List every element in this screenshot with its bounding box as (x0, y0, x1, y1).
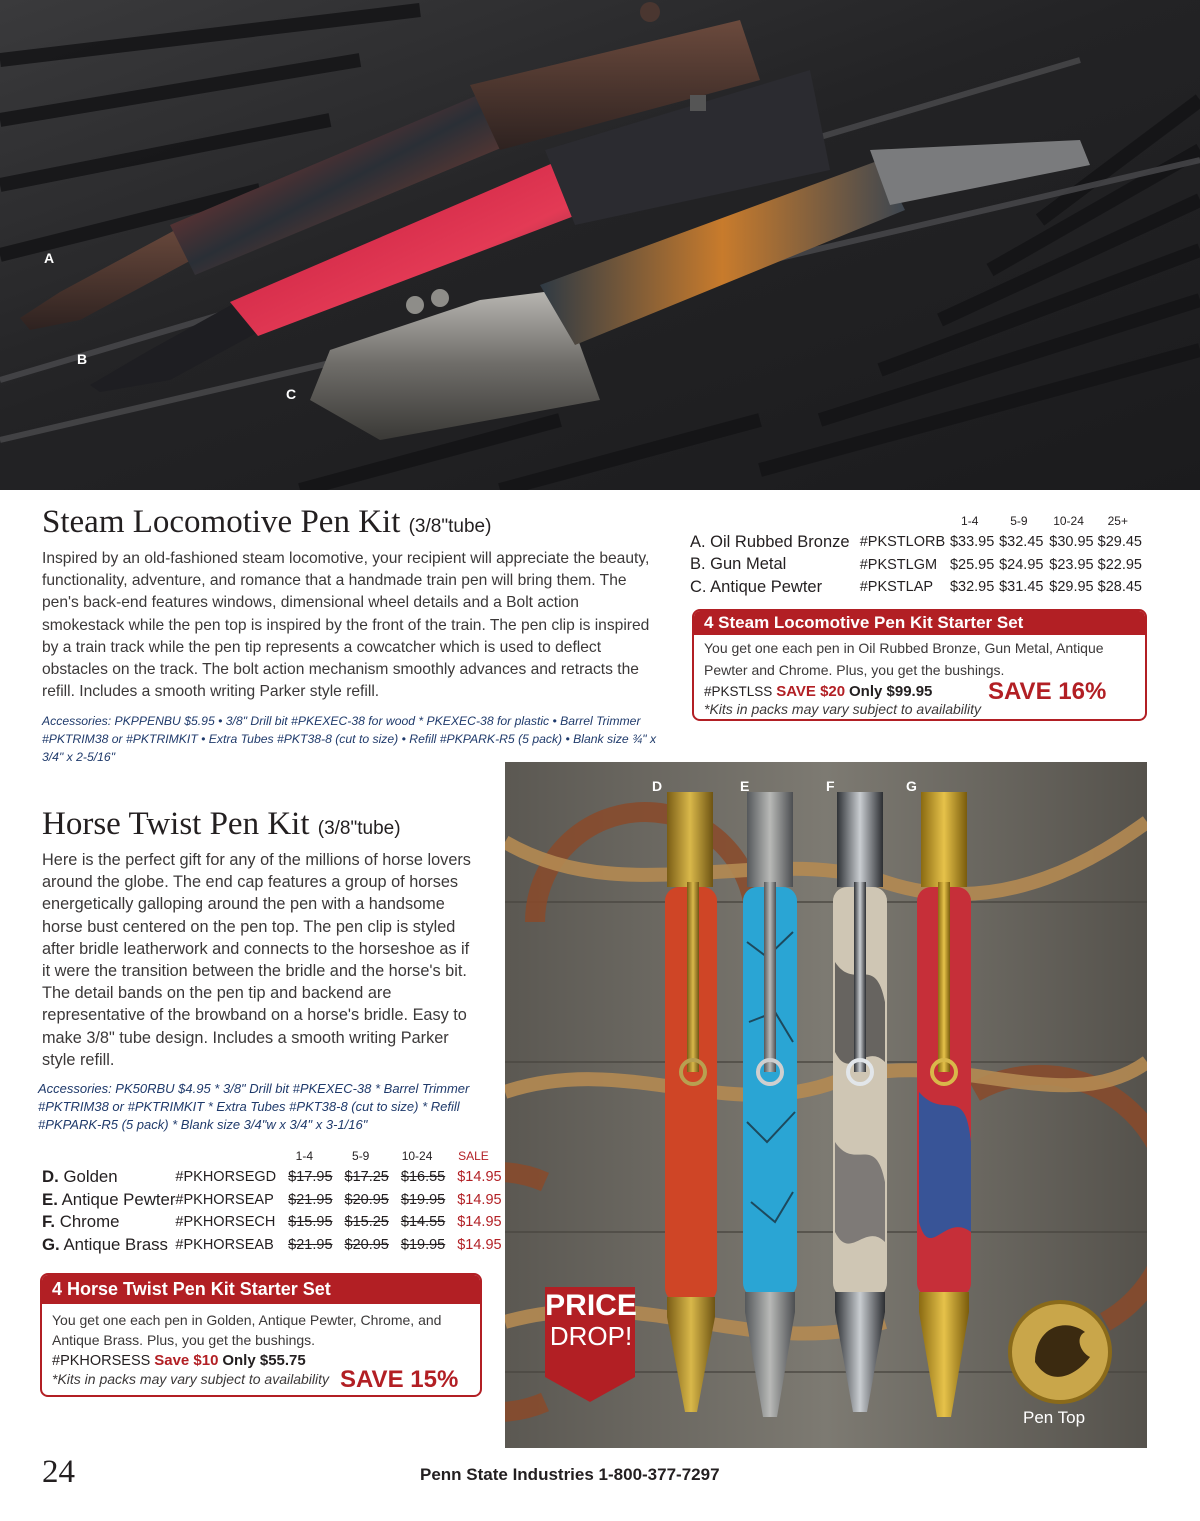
horse-set-header: 4 Horse Twist Pen Kit Starter Set (42, 1275, 480, 1304)
old-price: $17.95 (288, 1169, 333, 1186)
finish-name: A. Oil Rubbed Bronze (690, 532, 850, 551)
horse-set-save: Save $10 (154, 1352, 219, 1369)
finish-name: B. Gun Metal (690, 555, 787, 574)
callout-a: A (44, 250, 55, 266)
sale-price: $14.95 (457, 1237, 502, 1254)
steam-price-table (690, 511, 1142, 599)
sale-price: $14.95 (457, 1214, 502, 1231)
finish-label: Golden (63, 1167, 118, 1187)
steam-save-percent: SAVE 16% (988, 678, 1107, 705)
company-footer: Penn State Industries 1-800-377-7297 (420, 1465, 720, 1484)
table-row (690, 531, 1142, 554)
finish-name (42, 1211, 175, 1234)
steam-set-code: #PKSTLSS (704, 684, 773, 699)
steam-title-text: Steam Locomotive Pen Kit (42, 504, 401, 540)
item-code: #PKHORSEGD (175, 1169, 277, 1186)
price-drop-line2: DROP! (549, 1321, 633, 1351)
horse-description: Here is the perfect gift for any of the millions of horse lovers around the globe. The end cap features a group of horses energetically galloping around the pen with a handsome horse bust centered on the pen top. The pen clip is styled after bridle leatherwork and connects to the horseshoe as if it were the transition between the bridle and the horse's bit. The detail bands on the pen tip and backend are representative of the browband on a horse's bridle. Easy to make 3/8" tube design. Includes a smooth writing Parker style refill. (42, 851, 471, 1069)
finish-name (42, 1234, 175, 1257)
item-letter: D. (42, 1167, 59, 1187)
callout-b: B (77, 351, 88, 367)
item-code: #PKSTLORB (859, 534, 946, 551)
horse-accessories: Accessories: PK50RBU $4.95 * 3/8" Drill bit #PKEXEC-38 * Barrel Trimmer #PKTRIM38 or #PKTRIMKIT * Extra Tubes #PKT38-8 (cut to size) * Refill #PKPARK-R5 (5 pack) * Blank size 3/4"w x 3/4" x 3-1/16" (38, 1081, 470, 1132)
price: $32.45 (999, 534, 1044, 551)
horse-price-header (42, 1146, 502, 1166)
old-price: $19.95 (400, 1191, 446, 1208)
table-row (42, 1234, 502, 1257)
steam-set-price: Only $99.95 (849, 683, 933, 700)
price: $32.95 (949, 579, 995, 596)
horse-save-percent: SAVE 15% (340, 1366, 459, 1393)
table-row (42, 1211, 502, 1234)
callout-d: D (652, 778, 663, 794)
item-letter: F. (42, 1212, 56, 1232)
qty-header: 5-9 (1010, 514, 1028, 528)
price: $28.45 (1097, 579, 1142, 596)
old-price: $20.95 (344, 1237, 389, 1254)
table-row (42, 1189, 502, 1212)
horse-title (42, 806, 401, 843)
horse-set-text: You get one each pen in Golden, Antique Pewter, Chrome, and Antique Brass. Plus, you get the bushings. (52, 1312, 442, 1348)
callout-g: G (906, 778, 917, 794)
price: $30.95 (1049, 534, 1094, 551)
price-drop-label (545, 1282, 637, 1392)
price-drop-line1: PRICE (545, 1289, 637, 1322)
qty-header: 1-4 (295, 1149, 313, 1163)
old-price: $19.95 (400, 1237, 446, 1254)
price: $31.45 (999, 579, 1044, 596)
qty-header: 10-24 (401, 1149, 433, 1163)
horse-twist-photo (505, 762, 1147, 1448)
item-code: #PKHORSEAP (175, 1191, 274, 1208)
steam-description: Inspired by an old-fashioned steam locomotive, your recipient will appreciate the beauty, functionality, adventure, and romance that a handmade train pen will bring them. The pen's back-end features windows, dimensional wheel details and a Bolt action smokestack while the pen top is inspired by the front of the train. The pen clip is inspired by a train track while the pen tip represents a cowcatcher which is used to deflect obstacles on the track. The bolt action mechanism smoothly advances and retracts the refill. Includes a smooth writing Parker style refill. (42, 550, 650, 701)
old-price: $15.25 (344, 1214, 389, 1231)
horse-tube-size: (3/8"tube) (317, 818, 401, 839)
item-letter: E. (42, 1189, 58, 1209)
horse-price-table (42, 1146, 502, 1256)
finish-name (42, 1166, 175, 1189)
steam-title (42, 504, 491, 541)
price: $25.95 (949, 556, 995, 573)
item-letter: G. (42, 1235, 60, 1255)
price: $23.95 (1049, 556, 1094, 573)
item-code: #PKHORSEAB (175, 1237, 274, 1254)
price: $33.95 (949, 534, 995, 551)
horse-set-price: Only $55.75 (222, 1352, 306, 1369)
steam-set-header: 4 Steam Locomotive Pen Kit Starter Set (694, 611, 1145, 635)
old-price: $21.95 (288, 1191, 333, 1208)
callout-f: F (826, 778, 835, 794)
steam-price-header (690, 511, 1142, 531)
old-price: $16.55 (400, 1169, 446, 1186)
steam-locomotive-photo (0, 0, 1200, 490)
old-price: $15.95 (288, 1214, 333, 1231)
table-row (690, 576, 1142, 599)
callout-c: C (286, 386, 297, 402)
qty-header: 10-24 (1053, 514, 1084, 528)
steam-accessories: Accessories: PKPPENBU $5.95 • 3/8" Drill bit #PKEXEC-38 for wood * PKEXEC-38 for plastic • Barrel Trimmer #PKTRIM38 or #PKTRIMKIT • Extra Tubes #PKT38-8 (cut to size) • Refill #PKPARK-R5 (5 pack) • Blank size ¾" x 3/4" x 2-5/16" (42, 714, 657, 764)
old-price: $14.55 (400, 1214, 446, 1231)
steam-set-text: You get one each pen in Oil Rubbed Bronze, Gun Metal, Antique Pewter and Chrome. Plus, you get the bushings. (704, 640, 1104, 678)
steam-set-save: SAVE $20 (776, 683, 846, 700)
qty-header: 25+ (1107, 514, 1128, 528)
old-price: $20.95 (344, 1191, 389, 1208)
steam-tube-size: (3/8"tube) (408, 516, 492, 537)
item-code: #PKSTLGM (859, 556, 938, 573)
item-code: #PKSTLAP (859, 579, 934, 596)
price: $24.95 (999, 556, 1044, 573)
finish-label: Antique Brass (63, 1235, 168, 1255)
item-code: #PKHORSECH (175, 1214, 276, 1231)
callout-e: E (740, 778, 750, 794)
table-row (42, 1166, 502, 1189)
price: $29.95 (1049, 579, 1094, 596)
page-number: 24 (42, 1454, 75, 1490)
pen-top-label: Pen Top (1023, 1408, 1086, 1427)
horse-set-note: *Kits in packs may vary subject to availability (52, 1371, 329, 1387)
finish-label: Chrome (59, 1212, 120, 1232)
price: $22.95 (1097, 556, 1142, 573)
horse-set-code: #PKHORSESS (52, 1353, 151, 1369)
old-price: $21.95 (288, 1237, 333, 1254)
sale-price: $14.95 (457, 1169, 502, 1186)
sale-price: $14.95 (457, 1191, 502, 1208)
finish-name (42, 1189, 175, 1212)
qty-header: 1-4 (961, 514, 979, 528)
old-price: $17.25 (344, 1169, 389, 1186)
table-row (690, 554, 1142, 577)
price: $29.45 (1097, 534, 1142, 551)
qty-header: 5-9 (352, 1149, 370, 1163)
steam-pens-illustration (0, 0, 1200, 490)
steam-set-note: *Kits in packs may vary subject to availability (704, 701, 981, 717)
horse-title-text: Horse Twist Pen Kit (42, 806, 310, 842)
finish-name: C. Antique Pewter (690, 577, 823, 596)
finish-label: Antique Pewter (61, 1189, 176, 1209)
sale-header: SALE (458, 1149, 489, 1163)
